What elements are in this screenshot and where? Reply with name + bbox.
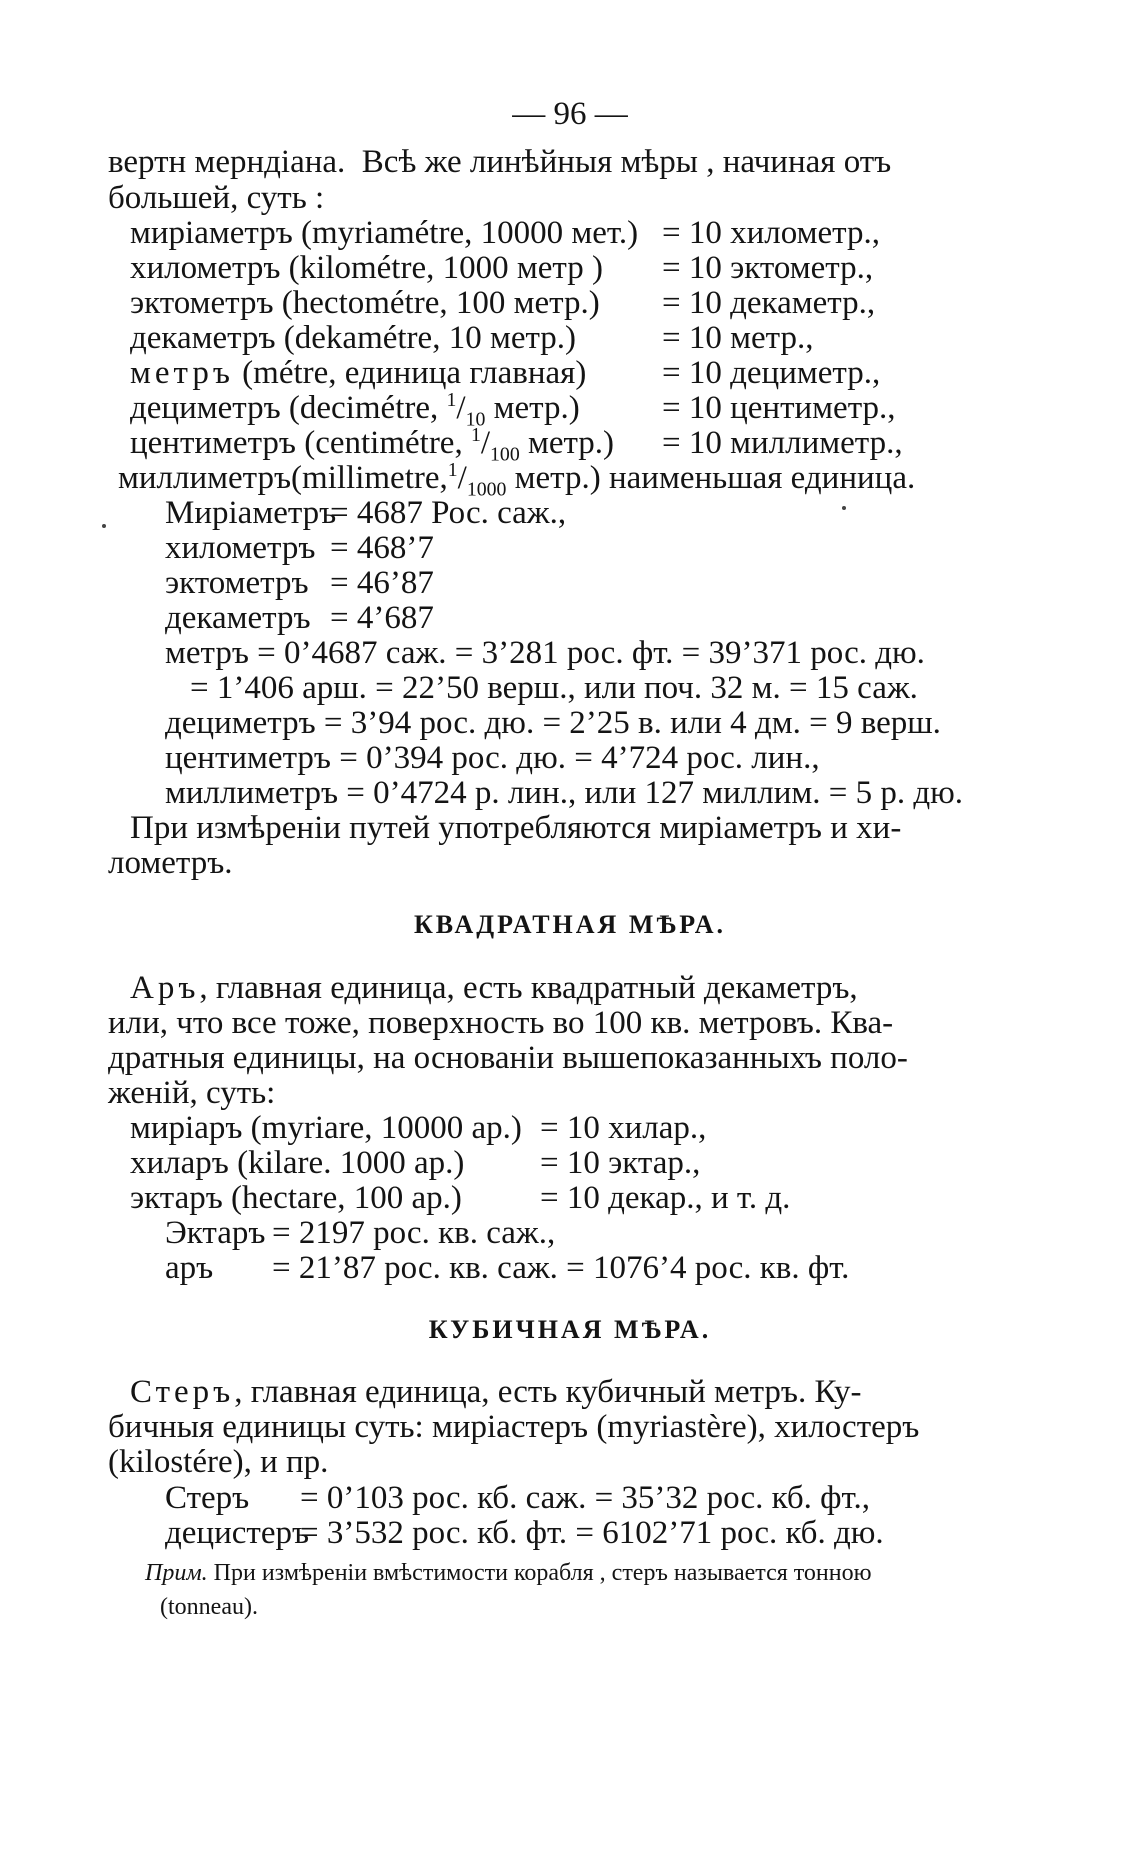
linear-row-eq: = 10 эктометр., — [662, 250, 874, 286]
milli-tail: метр.) наименьшая единица. — [506, 460, 916, 496]
intro-line-1: вертн мерндiана. Всѣ же линѣйныя мѣры , начиная отъ — [108, 144, 892, 180]
frac-den: 1000 — [466, 478, 507, 501]
rus-eq-value: = 4’687 — [330, 600, 434, 636]
rus-eq-unit: хилометръ — [165, 530, 316, 566]
metr-eq-line: = 1’406 арш. = 22’50 верш., или поч. 32 м. = 15 саж. — [190, 670, 918, 706]
milli-unit: миллиметръ(millimetre, — [118, 460, 448, 496]
print-speck — [102, 524, 106, 528]
cubic-eq-unit: децистеръ — [165, 1515, 310, 1551]
cubic-eq-value: = 0’103 рос. кб. саж. = 35’32 рос. кб. фт., — [300, 1480, 870, 1516]
metr-eq-line: дециметръ = 3’94 рос. дю. = 2’25 в. или 4 дм. = 9 верш. — [165, 705, 941, 741]
unit-tail: метр.) — [519, 425, 615, 461]
cubic-eq-unit: Стеръ — [165, 1480, 250, 1516]
square-row-eq: = 10 декар., и т. д. — [540, 1180, 791, 1216]
linear-row-unit: эктометръ (hectométre, 100 метр.) — [130, 285, 600, 321]
square-eq-value: = 21’87 рос. кв. саж. = 1076’4 рос. кв. фт. — [272, 1250, 850, 1286]
rus-eq-value: = 4687 Рос. саж., — [330, 495, 567, 531]
square-eq-value: = 2197 рос. кв. саж., — [272, 1215, 556, 1251]
print-speck — [842, 506, 846, 510]
page-number: — 96 — — [512, 96, 628, 132]
metr-emph: метръ — [130, 355, 234, 391]
square-row-unit: эктаръ (hectare, 100 ар.) — [130, 1180, 462, 1216]
linear-row-eq: = 10 миллиметр., — [662, 425, 903, 461]
cubic-para-text: , главная единица, есть кубичный метръ. Ку- — [234, 1374, 862, 1410]
milli-line: $миллиметръ(millimetre,^1/_{1000}$ метр.) наименьшая единица. — [118, 459, 916, 501]
linear-row-eq: = 10 центиметр., — [662, 390, 896, 426]
footnote-text: При измѣреніи вмѣстимости корабля , стеръ называется тонною — [207, 1560, 872, 1586]
frac-num: 1 — [446, 389, 457, 411]
cubic-para-line: (kilostére), и пр. — [108, 1444, 329, 1480]
frac-num: 1 — [470, 424, 481, 446]
metr-desc: (métre, единица главная) — [233, 355, 587, 391]
cubic-heading: КУБИЧНАЯ МѢРА. — [428, 1315, 712, 1344]
frac-den: 10 — [465, 408, 486, 431]
linear-row-eq: = 10 дециметр., — [662, 355, 881, 391]
footnote-line-1 — [145, 1556, 872, 1590]
frac-num: 1 — [447, 459, 458, 481]
rus-eq-value: = 468’7 — [330, 530, 434, 566]
square-para-line: женій, суть: — [108, 1075, 276, 1111]
linear-row-eq: = 10 метр., — [662, 320, 814, 356]
footnote-line-2: (tonneau). — [160, 1594, 258, 1620]
square-para-text: , главная единица, есть квадратный декаметръ, — [199, 970, 858, 1006]
linear-row-unit: дециметръ (decimétre, $^1/_{10}$ метр.) — [130, 389, 580, 431]
square-row-eq: = 10 эктар., — [540, 1145, 701, 1181]
frac-den: 100 — [490, 443, 520, 466]
square-para-lead: Аръ — [130, 970, 200, 1006]
linear-row-unit: миріаметръ (myriamétre, 10000 мет.) — [130, 215, 639, 251]
rus-eq-unit: эктометръ — [165, 565, 309, 601]
rus-eq-unit: декаметръ — [165, 600, 311, 636]
cubic-para-lead: Стеръ — [130, 1374, 235, 1410]
square-row-unit: миріаръ (myriare, 10000 ар.) — [130, 1110, 522, 1146]
roads-line-1: При измѣреніи путей употребляются миріаметръ и хи- — [130, 810, 902, 846]
linear-row-unit: хилометръ (kilométre, 1000 метр ) — [130, 250, 603, 286]
rus-eq-unit: Миріаметръ — [165, 495, 337, 531]
footnote-label: Прим. — [145, 1560, 208, 1586]
intro-line-2: большей, суть : — [108, 180, 325, 216]
linear-row-eq: = 10 декаметр., — [662, 285, 876, 321]
square-para-line — [130, 968, 858, 1008]
roads-line-2: лометръ. — [108, 845, 233, 881]
cubic-para-line: бичныя единицы суть: миріастеръ (myriastère), хилостеръ — [108, 1409, 920, 1445]
linear-row-unit: декаметръ (dekamétre, 10 метр.) — [130, 320, 577, 356]
square-para-line: или, что все тоже, поверхность во 100 кв. метровъ. Ква- — [108, 1005, 894, 1041]
square-heading: КВАДРАТНАЯ МѢРА. — [413, 910, 727, 939]
cubic-eq-value: = 3’532 рос. кб. фт. = 6102’71 рос. кб. дю. — [300, 1515, 884, 1551]
unit-text: центиметръ (centimétre, — [130, 425, 471, 461]
square-row-unit: хиларъ (kilare. 1000 ар.) — [130, 1145, 465, 1181]
square-eq-unit: Эктаръ — [165, 1215, 266, 1251]
square-para-line: дратныя единицы, на основаніи вышепоказанныхъ поло- — [108, 1040, 908, 1076]
square-row-eq: = 10 хилар., — [540, 1110, 707, 1146]
linear-row-eq: = 10 хилометр., — [662, 215, 880, 251]
rus-eq-value: = 46’87 — [330, 565, 434, 601]
unit-text: дециметръ (decimétre, — [130, 390, 447, 426]
linear-row-unit — [130, 353, 586, 393]
cubic-para-line — [130, 1372, 862, 1412]
square-eq-unit: аръ — [165, 1250, 214, 1286]
metr-eq-line: центиметръ = 0’394 рос. дю. = 4’724 рос. лин., — [165, 740, 820, 776]
unit-tail: метр.) — [485, 390, 580, 426]
metr-eq-line: метръ = 0’4687 саж. = 3’281 рос. фт. = 39’371 рос. дю. — [165, 635, 925, 671]
metr-eq-line: миллиметръ = 0’4724 р. лин., или 127 миллим. = 5 р. дю. — [165, 775, 964, 811]
linear-row-unit: центиметръ (centimétre, $^1/_{100}$ метр.) — [130, 424, 615, 466]
